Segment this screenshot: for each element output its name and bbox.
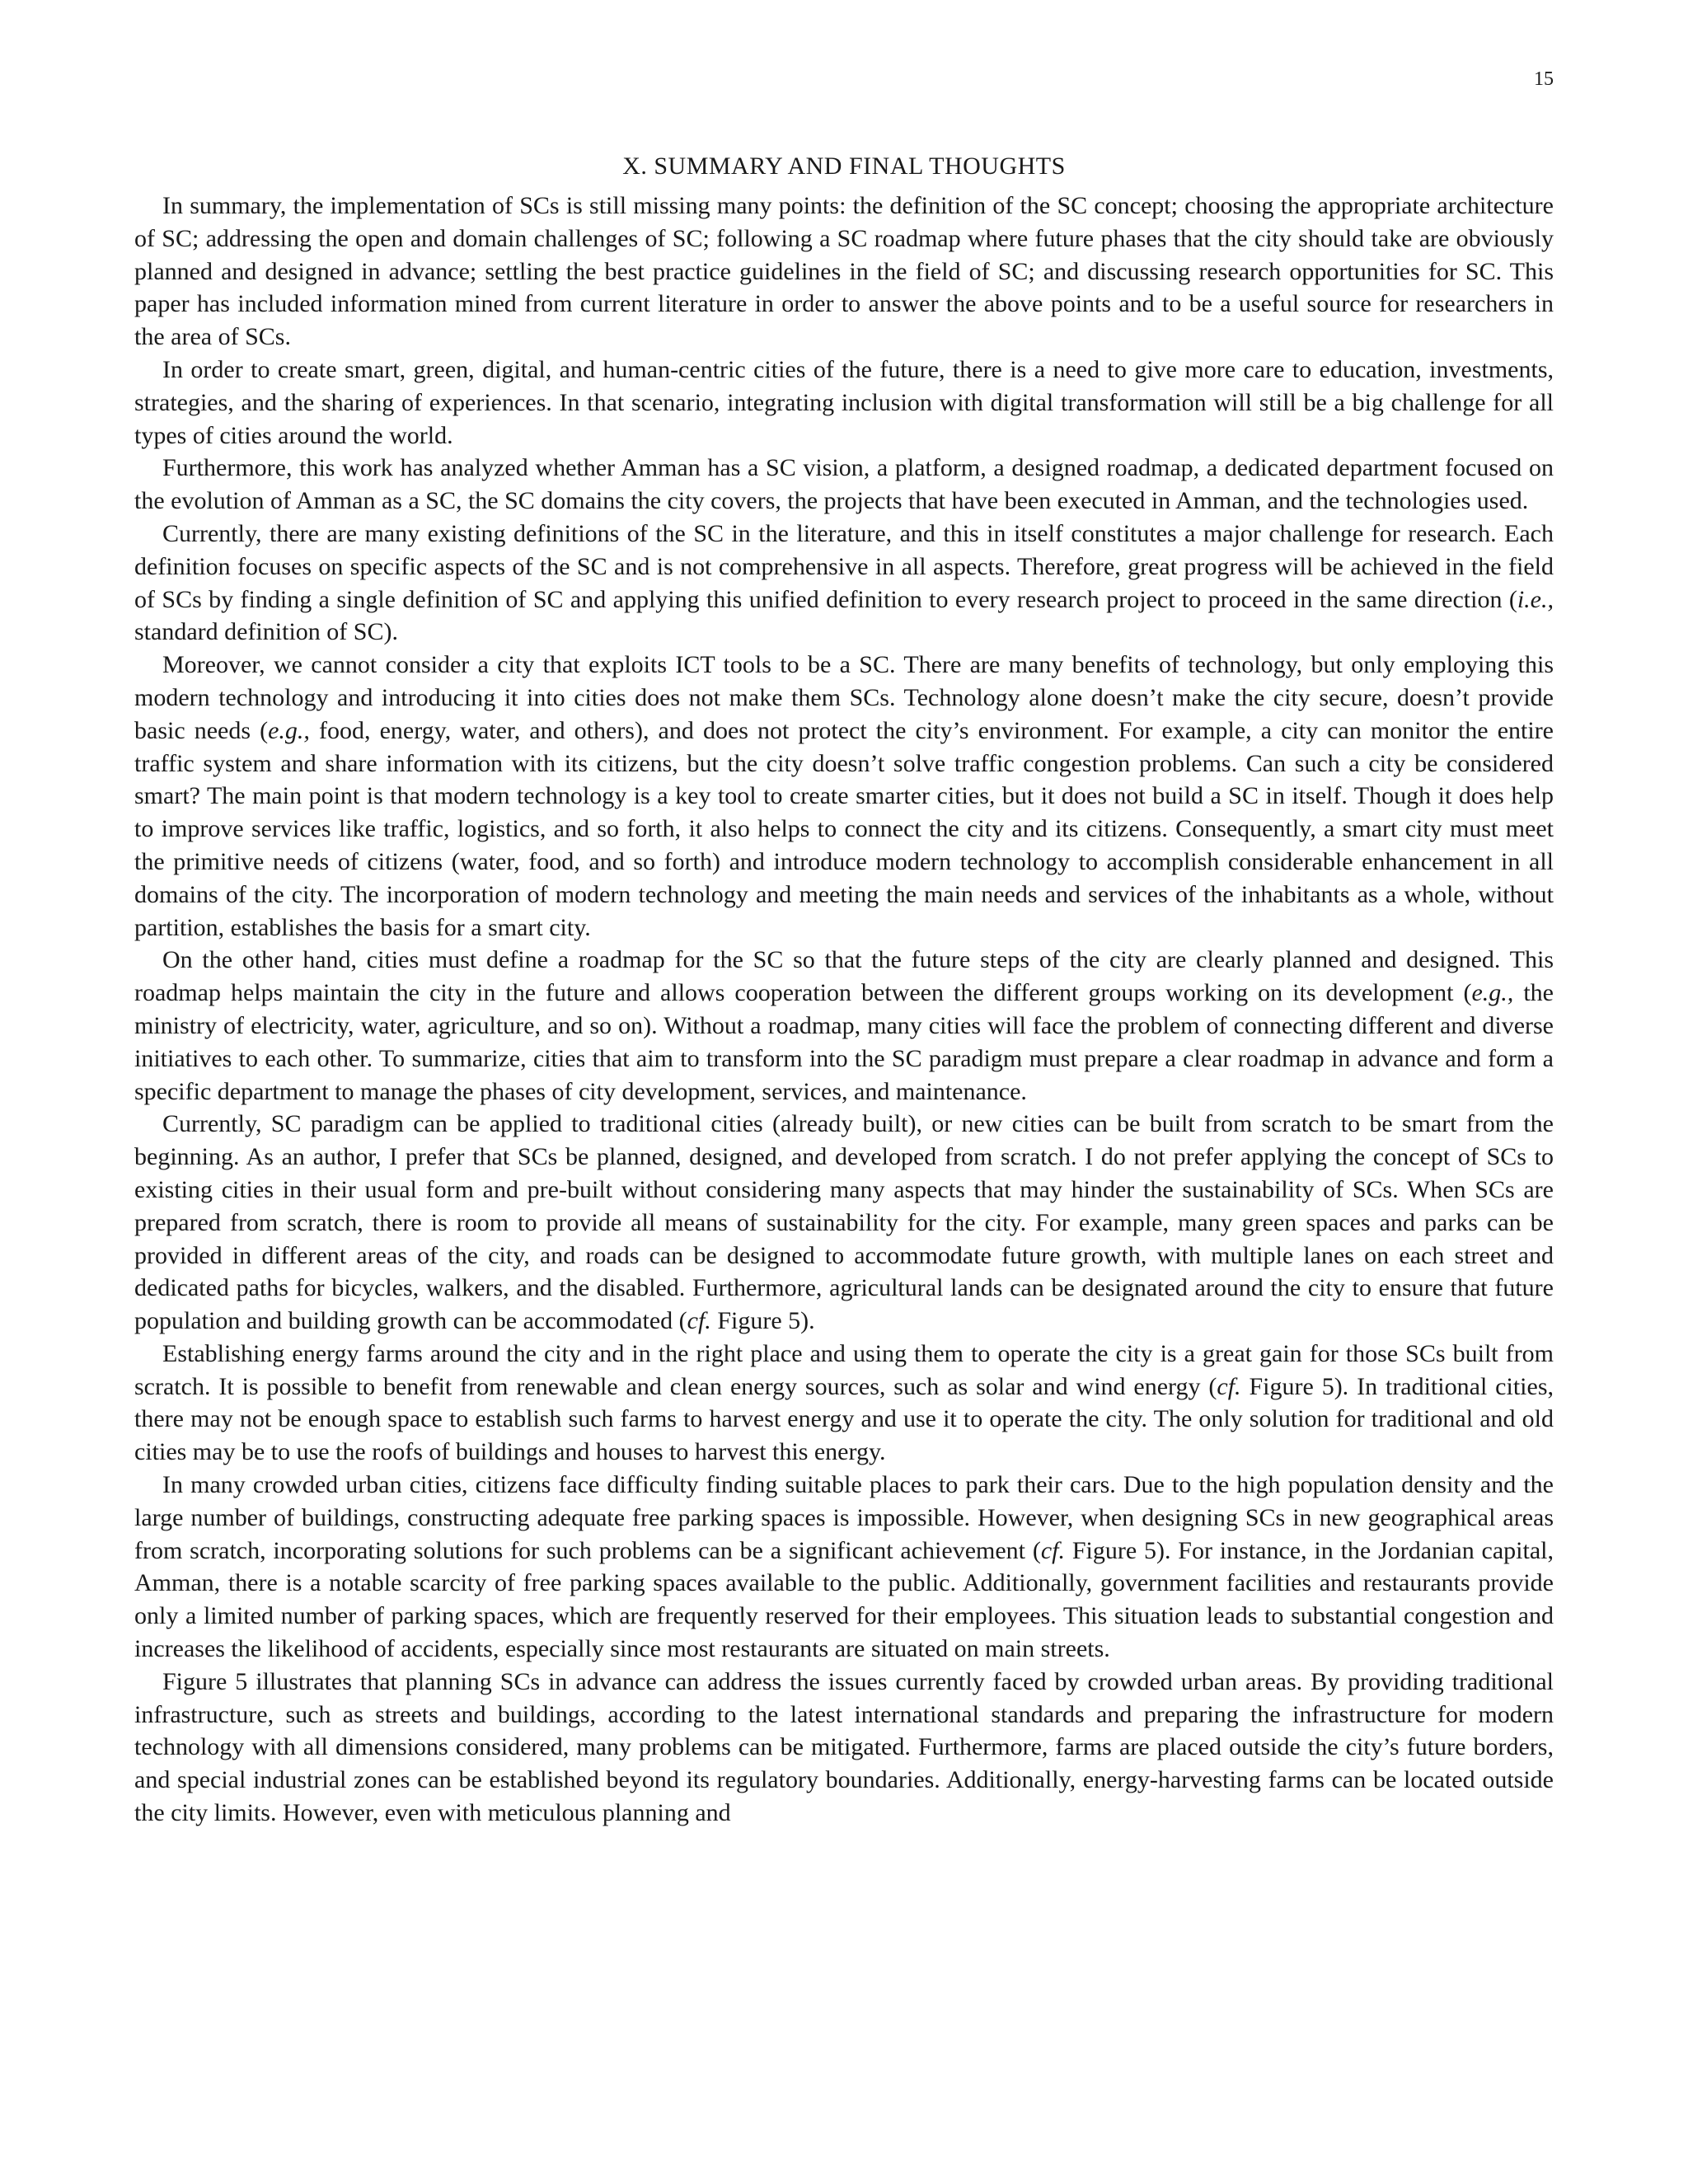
paragraph (134, 518, 1554, 649)
section-title-rest: UMMARY AND FINAL THOUGHTS (668, 152, 1066, 180)
paragraph (134, 190, 1554, 354)
italic-abbreviation: e.g., (268, 716, 310, 744)
paragraph (134, 1338, 1554, 1469)
section-numeral: X. (622, 152, 648, 180)
paragraph (134, 1666, 1554, 1830)
paragraph-text: Moreover, we cannot consider a city that exploits ICT tools to be a SC. There are many benefits of technology, but only employing this modern technology and introducing it into cities does not make them SCs. Technology alone doesn’t make the city secure, doesn’t provide basic needs ( (134, 651, 1554, 744)
paragraph-text: In many crowded urban cities, citizens face difficulty finding suitable places to park their cars. Due to the high population density and the large number of buildings, constructing adequate free parking spaces is impossible. However, when designing SCs in new geographical areas from scratch, incorporating solutions for such problems can be a significant achievement ( (134, 1471, 1554, 1564)
paragraph (134, 452, 1554, 518)
italic-abbreviation: e.g., (1471, 979, 1514, 1007)
paragraph-text: Establishing energy farms around the city and in the right place and using them to operate the city is a great gain for those SCs built from scratch. It is possible to benefit from renewable and clean energy sources, such as solar and wind energy ( (134, 1339, 1554, 1400)
page-content (134, 148, 1554, 1830)
paragraph-text: Figure 5 illustrates that planning SCs in advance can address the issues currently faced by crowded urban areas. By providing traditional infrastructure, such as streets and buildings, according to the latest international standards and preparing the infrastructure for modern technology with all dimensions considered, many problems can be mitigated. Furthermore, farms are placed outside the city’s future borders, and special industrial zones can be established beyond its regulatory boundaries. Additionally, energy-harvesting farms can be located outside the city limits. However, even with meticulous planning and (134, 1667, 1554, 1827)
paragraph-text: the ministry of electricity, water, agriculture, and so on). Without a roadmap, many cities will face the problem of connecting different and diverse initiatives to each other. To summarize, cities that aim to transform into the SC paradigm must prepare a clear roadmap in advance and form a specific department to manage the phases of city development, services, and maintenance. (134, 979, 1554, 1105)
paragraph-text: food, energy, water, and others), and does not protect the city’s environment. For example, a city can monitor the entire traffic system and share information with its citizens, but the city doesn’t solve traffic congestion problems. Can such a city be considered smart? The main point is that modern technology is a key tool to create smarter cities, but it does not build a SC in itself. Though it does help to improve services like traffic, logistics, and so forth, it also helps to connect the city and its citizens. Consequently, a smart city must meet the primitive needs of citizens (water, food, and so forth) and introduce modern technology to accomplish considerable enhancement in all domains of the city. The incorporation of modern technology and meeting the main needs and services of the inhabitants as a whole, without partition, establishes the basis for a smart city. (134, 716, 1554, 941)
paragraph (134, 354, 1554, 452)
paragraph-text: Currently, there are many existing definitions of the SC in the literature, and this in itself constitutes a major challenge for research. Each definition focuses on specific aspects of the SC and is not comprehensive in all aspects. Therefore, great progress will be achieved in the field of SCs by finding a single definition of SC and applying this unified definition to every research project to proceed in the same direction ( (134, 519, 1554, 613)
italic-abbreviation: i.e., (1517, 585, 1554, 613)
section-title-initial: S (654, 152, 668, 180)
italic-abbreviation: cf. (1217, 1372, 1241, 1400)
body-text (134, 190, 1554, 1830)
paragraph-text: Figure 5). For instance, in the Jordanian capital, Amman, there is a notable scarcity of free parking spaces available to the public. Additionally, government facilities and restaurants provide only a limited number of parking spaces, which are frequently reserved for their employees. This situation leads to substantial congestion and increases the likelihood of accidents, especially since most restaurants are situated on main streets. (134, 1536, 1554, 1663)
paragraph-text: Currently, SC paradigm can be applied to traditional cities (already built), or new cities can be built from scratch to be smart from the beginning. As an author, I prefer that SCs be planned, designed, and developed from scratch. I do not prefer applying the concept of SCs to existing cities in their usual form and pre-built without considering many aspects that may hinder the sustainability of SCs. When SCs are prepared from scratch, there is room to provide all means of sustainability for the city. For example, many green spaces and parks can be provided in different areas of the city, and roads can be designed to accommodate future growth, with multiple lanes on each street and dedicated paths for bicycles, walkers, and the disabled. Furthermore, agricultural lands can be designated around the city to ensure that future population and building growth can be accommodated ( (134, 1110, 1554, 1335)
italic-abbreviation: cf. (1040, 1536, 1065, 1564)
section-heading (134, 148, 1554, 185)
paragraph-text: On the other hand, cities must define a roadmap for the SC so that the future steps of the city are clearly planned and designed. This roadmap helps maintain the city in the future and allows cooperation between the different groups working on its development ( (134, 946, 1554, 1007)
paragraph-text: Furthermore, this work has analyzed whether Amman has a SC vision, a platform, a designed roadmap, a dedicated department focused on the evolution of Amman as a SC, the SC domains the city covers, the projects that have been executed in Amman, and the technologies used. (134, 454, 1554, 515)
italic-abbreviation: cf. (687, 1307, 711, 1335)
paragraph-text: Figure 5). In traditional cities, there may not be enough space to establish such farms to harvest energy and use it to operate the city. The only solution for traditional and old cities may be to use the roofs of buildings and houses to harvest this energy. (134, 1372, 1554, 1466)
paragraph (134, 649, 1554, 944)
page-number: 15 (1534, 68, 1554, 90)
paragraph (134, 944, 1554, 1108)
paragraph-text: In summary, the implementation of SCs is still missing many points: the definition of the SC concept; choosing the appropriate architecture of SC; addressing the open and domain challenges of SC; following a SC roadmap where future phases that the city should take are obviously planned and designed in advance; settling the best practice guidelines in the field of SC; and discussing research opportunities for SC. This paper has included information mined from current literature in order to answer the above points and to be a useful source for researchers in the area of SCs. (134, 192, 1554, 351)
paragraph (134, 1108, 1554, 1338)
paragraph-text: Figure 5). (710, 1307, 815, 1335)
paragraph (134, 1469, 1554, 1666)
paragraph-text: In order to create smart, green, digital, and human-centric cities of the future, there is a need to give more care to education, investments, strategies, and the sharing of experiences. In that scenario, integrating inclusion with digital transformation will still be a big challenge for all types of cities around the world. (134, 355, 1554, 449)
paragraph-text: standard definition of SC). (134, 618, 398, 646)
